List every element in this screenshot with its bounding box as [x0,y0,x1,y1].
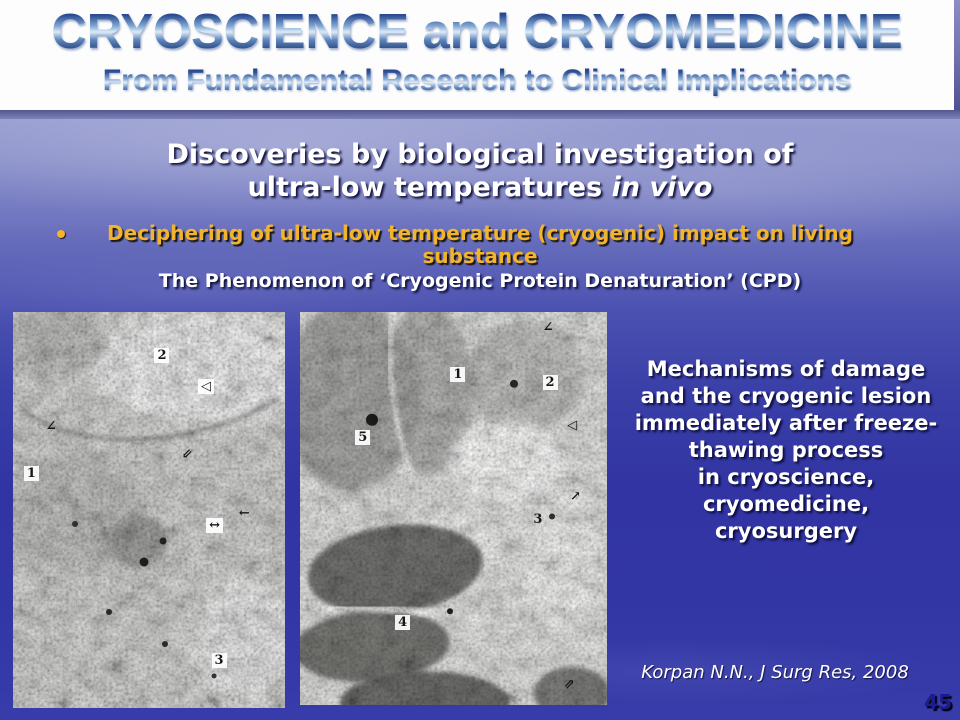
header-title: CRYOSCIENCE and CRYOMEDICINE [0,2,954,62]
mechanisms-text-block [612,356,960,545]
electron-micrograph-left [13,312,285,708]
bullet-block [0,222,960,268]
micrograph-annotation: 2 [154,348,169,363]
micrograph-annotation: 5 [355,430,370,445]
body-top-shade-band [0,110,960,119]
micrograph-annotation: ◁ [567,418,578,434]
micrograph-annotation: 1 [24,466,39,481]
micrograph-annotation: ∠ [542,319,554,335]
header-right-edge-strip [954,0,960,110]
cpd-phenomenon-line: The Phenomenon of ‘Cryogenic Protein Denaturation’ (CPD) [158,270,802,292]
micrograph-annotation: ↗ [570,488,582,504]
micrograph-annotation: ◁ [198,379,214,394]
micrograph-annotation: 4 [395,615,410,630]
bullet-text: Deciphering of ultra-low temperature (cryogenic) impact on living substance [107,221,853,268]
page-number: 45 [924,690,952,714]
slide-title [0,138,960,204]
micrograph-right-annotations [300,312,607,705]
micrograph-annotation: ⇙ [181,446,193,462]
slide-body [0,110,960,720]
slide-title-line2-text: ultra-low temperatures [247,172,612,203]
slide-title-line1: Discoveries by biological investigation of [166,139,794,170]
mechanisms-line: cryomedicine, [702,492,870,516]
micrograph-annotation: 3 [212,653,227,668]
mechanisms-line: thawing process [688,438,884,462]
citation: Korpan N.N., J Surg Res, 2008 [641,662,909,683]
micrograph-annotation: ↔ [206,518,223,533]
header-subtitle: From Fundamental Research to Clinical Implications [0,62,954,100]
slide-title-line2 [0,171,960,204]
mechanisms-line: immediately after freeze- [634,411,938,435]
mechanisms-line: cryosurgery [714,519,858,543]
micrograph-annotation: 3 [533,512,543,528]
micrograph-annotation: ∠ [45,418,57,434]
electron-micrograph-right [300,312,607,705]
micrograph-annotation: ← [238,506,250,522]
micrograph-annotation: ⇗ [564,677,575,693]
mechanisms-line: in cryoscience, [697,465,875,489]
micrograph-annotation: 1 [450,367,465,382]
slide-title-invivo: in vivo [611,172,713,203]
mechanisms-line: and the cryogenic lesion [640,384,932,408]
mechanisms-line: Mechanisms of damage [646,357,926,381]
micrograph-annotation: 2 [543,375,558,390]
slide-header [0,0,954,110]
micrograph-left-annotations [13,312,285,708]
bullet-marker-icon [57,230,65,238]
